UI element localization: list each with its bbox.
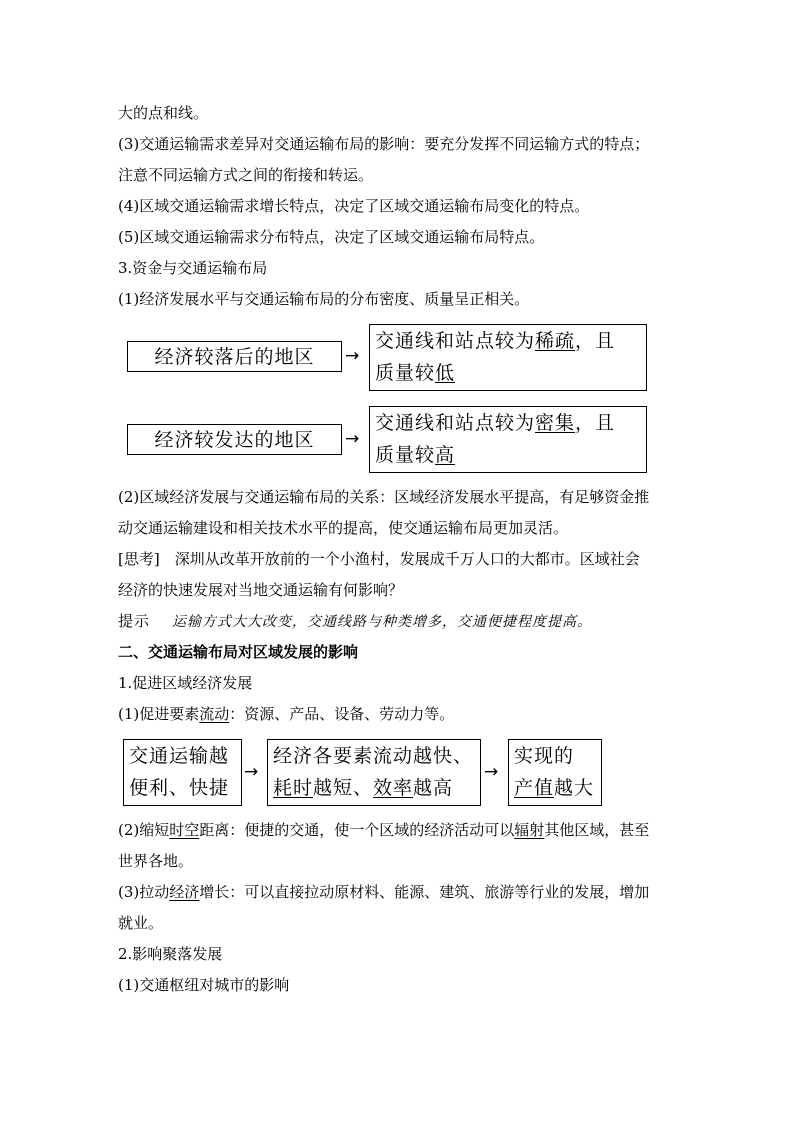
- diagram-box-backward-region: [127, 341, 342, 372]
- paragraph-text: [118, 820, 649, 840]
- paragraph-text: 就业。: [118, 914, 164, 932]
- answer-underline: 密集: [535, 412, 576, 434]
- paragraph-text: (3)交通运输需求差异对交通运输布局的影响：要充分发挥不同运输方式的特点；: [118, 135, 650, 153]
- paragraph-text: [118, 882, 649, 902]
- box-line: [375, 325, 641, 357]
- paragraph-text: 注意不同运输方式之间的衔接和转运。: [118, 166, 374, 184]
- diagram-box-developed-region: [127, 424, 342, 455]
- arrow-icon: →: [244, 762, 259, 782]
- think-question: [118, 549, 640, 569]
- subsection-heading: 1.促进区域经济发展: [118, 674, 253, 692]
- box-line: [375, 439, 641, 471]
- box-text: 越短、: [313, 777, 374, 799]
- hint-line: [118, 611, 592, 632]
- paragraph-text: 大的点和线。: [118, 104, 209, 122]
- paragraph-text: (1)交通枢纽对城市的影响: [118, 976, 290, 994]
- text-run: 其他区域，甚至: [544, 821, 650, 839]
- paragraph-text: 动交通运输建设和相关技术水平的提高，使交通运输布局更加灵活。: [118, 519, 569, 537]
- answer-underline: 产值: [514, 777, 555, 799]
- diagram-box-dense-network: [369, 406, 647, 473]
- arrow-icon: →: [484, 762, 499, 782]
- box-line: [514, 772, 596, 804]
- box-text: 交通线和站点较为: [375, 412, 536, 434]
- box-label: 经济较发达的地区: [154, 428, 315, 451]
- answer-underline: 经济: [169, 883, 200, 901]
- diagram-box-convenient-transport: [123, 739, 242, 806]
- paragraph-text: 经济的快速发展对当地交通运输有何影响？: [118, 581, 404, 599]
- text-run: ：资源、产品、设备、劳动力等。: [229, 705, 455, 723]
- diagram-box-faster-flow: [267, 739, 481, 806]
- diagram-box-higher-output: [508, 739, 602, 806]
- box-line: 经济各要素流动越快、: [273, 745, 474, 767]
- answer-underline: 稀疏: [535, 330, 576, 352]
- section-heading: 3.资金与交通运输布局: [118, 259, 268, 277]
- think-label: [思考]: [118, 550, 160, 568]
- text-run: (2)缩短: [118, 821, 170, 839]
- answer-underline: 高: [435, 444, 456, 466]
- answer-underline: 耗时: [273, 777, 314, 799]
- box-line: 实现的: [514, 745, 575, 767]
- box-line: [273, 772, 475, 804]
- subsection-heading: 2.影响聚落发展: [118, 945, 223, 963]
- paragraph-text: (4)区域交通运输需求增长特点，决定了区域交通运输布局变化的特点。: [118, 197, 590, 215]
- paragraph-text: 世界各地。: [118, 852, 194, 870]
- box-line: 便利、快捷: [129, 777, 230, 799]
- think-text: 深圳从改革开放前的一个小渔村，发展成千万人口的大都市。区域社会: [159, 550, 640, 568]
- box-text: ，且: [575, 330, 616, 352]
- box-text: 质量较: [375, 444, 436, 466]
- answer-underline: 效率: [373, 777, 414, 799]
- answer-underline: 时空: [169, 821, 200, 839]
- paragraph-text: (1)经济发展水平与交通运输布局的分布密度、质量呈正相关。: [118, 290, 530, 308]
- hint-label: 提示: [118, 612, 151, 630]
- arrow-icon: →: [345, 429, 360, 449]
- box-label: 经济较落后的地区: [154, 345, 315, 368]
- text-run: (3)拉动: [118, 883, 170, 901]
- paragraph-text: (2)区域经济发展与交通运输布局的关系：区域经济发展水平提高，有足够资金推: [118, 488, 650, 506]
- box-line: [375, 357, 641, 389]
- box-line: 交通运输越: [129, 745, 230, 767]
- box-text: 越大: [554, 777, 595, 799]
- text-run: 增长：可以直接拉动原材料、能源、建筑、旅游等行业的发展，增加: [199, 883, 650, 901]
- box-text: 质量较: [375, 362, 436, 384]
- hint-text: 运输方式大大改变，交通线路与种类增多，交通便捷程度提高。: [172, 614, 593, 630]
- box-text: ，且: [575, 412, 616, 434]
- paragraph-text: (5)区域交通运输需求分布特点，决定了区域交通运输布局特点。: [118, 228, 545, 246]
- box-line: [375, 407, 641, 439]
- section-heading: 二、交通运输布局对区域发展的影响: [118, 643, 359, 661]
- answer-underline: 辐射: [514, 821, 545, 839]
- answer-underline: 低: [435, 362, 456, 384]
- text-run: (1)促进要素: [118, 705, 200, 723]
- paragraph-text: [118, 704, 454, 724]
- answer-underline: 流动: [199, 705, 230, 723]
- arrow-icon: →: [345, 346, 360, 366]
- box-text: 交通线和站点较为: [375, 330, 536, 352]
- box-text: 越高: [413, 777, 454, 799]
- diagram-box-sparse-network: [369, 324, 647, 391]
- text-run: 距离：便捷的交通，使一个区域的经济活动可以: [199, 821, 515, 839]
